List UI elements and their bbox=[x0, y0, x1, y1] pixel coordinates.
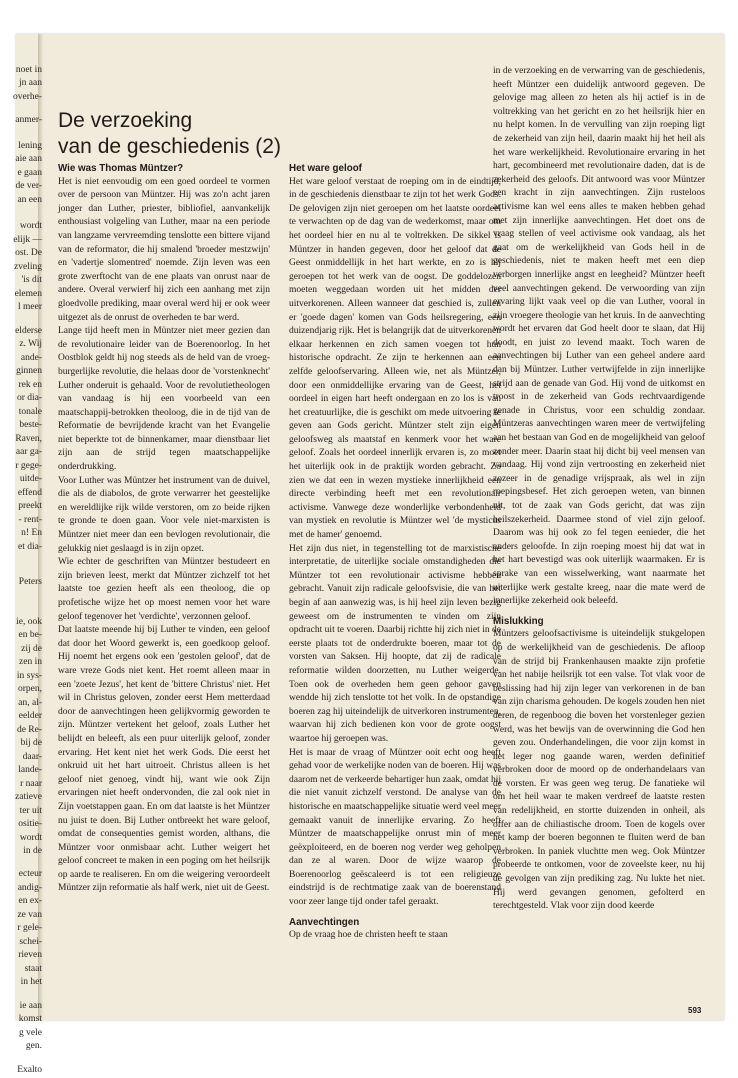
text-fragment: preekt bbox=[18, 501, 42, 511]
paragraph: Op de vraag hoe de christen heeft te staan bbox=[289, 930, 448, 941]
text-fragment: ie, ook bbox=[16, 617, 42, 627]
text-fragment: anmer- bbox=[15, 115, 42, 125]
text-fragment: zen in bbox=[19, 657, 42, 667]
text-fragment: en be- bbox=[18, 630, 42, 640]
text-fragment: daar- bbox=[22, 752, 42, 762]
paragraph: Müntzers geloofsactivisme is uiteindelijk stukgelopen op de werkelijkheid van de geschiedenis. De afloop van de strijd bij Frankenhausen maakte zijn profetie van het nabije heilsrijk tot een valse. Tot vlak voor de beslissing had hij zijn leger van verkorenen in de ban van zijn charisma gehouden. De kogels zouden hen niet deren, de regenboog die boven het vorstenleger gezien werd, was het bewijs van de overwinning die God hen geven zou. Onderhandelingen, die voor zijn komst in het leger nog gaande waren, werden definitief verbroken door de moord op de onderhandelaars van de vorsten. Er was geen weg terug. De fanatieke wil om het heil waar te maken verdreef de laatste resten van redelijkheid, en stortte duizenden in onheil, als offer aan de chiliastische droom. Toen de kogels over het kamp der boeren begonnen te fluiten werd de ban verbroken. In paniek vluchtte men weg. Ook Müntzer probeerde te ontkomen, voor de zoveelste keer, nu hij de gevolgen van zijn prediking zag. Nu lukte het niet. Hij werd gevangen genomen, gefolterd en terechtgesteld. Vlak voor zijn dood keerde bbox=[493, 629, 705, 912]
text-fragment: noet in bbox=[15, 65, 42, 75]
text-fragment: zatieve bbox=[15, 792, 42, 802]
article-title-line: De verzoeking bbox=[58, 109, 193, 132]
text-fragment: in het bbox=[20, 977, 42, 987]
text-fragment: ze van bbox=[17, 910, 42, 920]
text-fragment: elderse bbox=[15, 326, 42, 336]
text-fragment: elemen bbox=[14, 289, 42, 299]
text-fragment: zij de bbox=[21, 644, 42, 654]
text-fragment: Peters bbox=[18, 577, 42, 587]
text-fragment: ecteur bbox=[18, 869, 42, 879]
text-fragment: wordt bbox=[19, 221, 42, 231]
text-fragment: rieven bbox=[18, 950, 42, 960]
section-heading: Mislukking bbox=[493, 615, 544, 627]
paragraph: Voor Luther was Müntzer het instrument van de duivel, die als de diabolos, de grote verwarrer het geestelijke en wereldlijke rijk wilde verstoren, om zo beide rijken te gronde te doen gaan. Voor vele niet-marxisten is Müntzer niet meer dan een bevlogen revolutionair, die gelukkig niet geslaagd is in zijn opzet. bbox=[58, 475, 270, 554]
text-fragment: Raven, bbox=[15, 434, 42, 444]
text-fragment: - rent- bbox=[18, 515, 42, 525]
page-number: 593 bbox=[688, 1006, 702, 1015]
text-fragment: orpen, bbox=[17, 684, 42, 694]
text-fragment: en ex- bbox=[18, 896, 42, 906]
text-fragment: andig- bbox=[17, 883, 42, 893]
text-fragment: r gele- bbox=[17, 923, 42, 933]
text-fragment: 'is dit bbox=[21, 275, 42, 285]
text-fragment: ande- bbox=[20, 353, 42, 363]
text-fragment: aar ga- bbox=[15, 447, 42, 457]
text-fragment: g vele bbox=[19, 1028, 42, 1038]
text-fragment: ie aan bbox=[19, 1001, 42, 1011]
paragraph: Lange tijd heeft men in Müntzer niet meer gezien dan de revolutionaire leider van de Boerenoorlog. In het Oostblok geldt hij nog steeds als de held van de vroeg-burgerlijke revolutie, die helaas door de 'vorstenknecht' Luther onderuit is gehaald. Voor de revolutietheologen van vandaag is hij een voorbeeld van een maatschappij-betrokken theoloog, die in de tijd van de Reformatie de bevrijdende kracht van het Evangelie niet beperkte tot de binnenkamer, maar dienstbaar liet zijn aan de strijd tegen maatschappelijke onderdrukking. bbox=[58, 326, 270, 473]
text-fragment: lening bbox=[18, 141, 42, 151]
text-fragment: effend bbox=[17, 488, 42, 498]
text-fragment: Exalto bbox=[17, 1065, 42, 1075]
text-fragment: et dia- bbox=[17, 542, 42, 552]
text-fragment: beste- bbox=[19, 420, 42, 430]
text-fragment: aie aan bbox=[15, 154, 42, 164]
text-column-2 bbox=[289, 162, 501, 943]
paragraph: Dat laatste meende hij bij Luther te vinden, een geloof dat door het Woord gewerkt is, een goedkoop geloof. Hij noemt het ergens ook een 'gestolen geloof', dat de ware vreze Gods niet kent. Het roemt alleen maar in een 'zoete Jezus', het kent de 'bittere Christus' niet. Het wil in Christus geloven, zonder eerst Hem metterdaad door de aanvechtingen heen gelijkvormig geworden te zijn. Müntzer vertekent het geloof, zoals Luther het belijdt en beleeft, als een puur uiterlijk geloof, zonder ervaring. Het kent niet het werk Gods. Die eerst het onkruid uit het hart uitroeit. Christus alleen is het geloof niet genoeg, vindt hij, want wie ook Zijn ervaringen niet heeft ondervonden, die zal ook niet in Zijn voetstappen gaan. En om dat laatste is het Müntzer nu juist te doen. Bij Luther ontbreekt het ware geloof, omdat de consequenties gemist worden, althans, die Müntzer voor onmisbaar acht. Luther weigert het geloof concreet te maken in een poging om het heilsrijk op aarde te realiseren. En om die weigering veroordeelt Müntzer zijn reformatie als half werk, niet uit de Geest. bbox=[58, 625, 270, 894]
text-fragment: z. Wij bbox=[19, 339, 42, 349]
text-fragment: in de bbox=[23, 846, 42, 856]
text-fragment: jn aan bbox=[19, 78, 42, 88]
text-fragment: de Re- bbox=[16, 725, 42, 735]
text-fragment: an een bbox=[17, 195, 42, 205]
paragraph: Het is maar de vraag of Müntzer ooit echt oog heeft gehad voor de werkelijke noden van de boeren. Hij was daarom net de verkeerde behartiger hun zaak, omdat hij die niet vanuit zichzelf verstond. De analyse van de historische en maatschappelijke situatie werd veel meer gemaakt vanuit de innerlijke ervaring. Zo heeft Müntzer de maatschappelijke onrust min of meer geëxploiteerd, en de boeren nog verder weg geholpen dan ze al waren. Door de wijze waarop de Boerenoorlog geëscaleerd is tot een religieuze eindstrijd is de rechtmatige zaak van de boerenstand voor zeer lange tijd onder tafel geraakt. bbox=[289, 747, 501, 908]
paragraph: Het is niet eenvoudig om een goed oordeel te vormen over de persoon van Müntzer. Hij was zo'n acht jaren jonger dan Luther, priester, bibliofiel, aanvankelijk enthousiast volgeling van Luther, maar na een periode van langzame vervreemding tenslotte een bittere vijand van de reformator, die hij smalend 'broeder mestzwijn' en 'vadertje slomentred' noemde. Zijn leven was een grote zwerftocht van de ene plaats van onrust naar de andere. Overal verwierf hij zich een aanhang met zijn gloedvolle prediking, maar overal werd hij er ook weer uitgezet als de onrust de overheden te bar werd. bbox=[58, 176, 270, 323]
text-fragment: rek en bbox=[18, 380, 42, 390]
paragraph: Wie echter de geschriften van Müntzer bestudeert en zijn brieven leest, merkt dat Müntzer zichzelf tot het laatste toe gezien heeft als een theoloog, die op profetische wijze het op moest nemen voor het ware geloof tegenover het 'verdichte', verzonnen geloof. bbox=[58, 557, 270, 622]
text-fragment: zveling bbox=[14, 262, 42, 272]
text-fragment: l meer bbox=[17, 302, 42, 312]
text-fragment: bij de bbox=[20, 738, 42, 748]
text-fragment: or dia- bbox=[16, 393, 42, 403]
text-fragment: r gege- bbox=[15, 461, 42, 471]
paragraph: Het zijn dus niet, in tegenstelling tot de marxistische interpretatie, de uiterlijke sociale omstandigheden die Müntzer tot een revolutionair activisme hebben gebracht. Vanuit zijn radicale geloofsvisie, die van het begin af aan aanwezig was, is hij heel zijn leven bezig geweest om de instrumenten te vinden om zijn opdracht uit te voeren. Daarbij richtte hij zich niet in de eerste plaats tot de onderdrukte boeren, maar tot de vorsten van Saksen. Hij hoopte, dat zij de radicale reformatie wilden doorzetten, nu Luther weigerde. Toen ook de overheden hem geen gehoor gaven wendde hij zich tenslotte tot het volk. In de opstandige boeren zag hij uiteindelijk de uitverkoren instrumenten, waarvan hij zich bedienen kon voor de grote oogst waartoe hij geroepen was. bbox=[289, 543, 501, 744]
text-fragment: overhe- bbox=[12, 92, 42, 102]
text-fragment: de ver- bbox=[15, 181, 42, 191]
article-title bbox=[58, 108, 281, 160]
text-fragment: ositie- bbox=[18, 819, 42, 829]
text-fragment: staat bbox=[24, 964, 42, 974]
text-fragment: eelder bbox=[18, 711, 42, 721]
text-column-1 bbox=[58, 162, 270, 896]
text-column-3 bbox=[493, 65, 705, 914]
text-fragment: komst bbox=[18, 1014, 42, 1024]
section-heading: Het ware geloof bbox=[289, 163, 362, 174]
text-fragment: wordt bbox=[19, 833, 42, 843]
section-heading: Aanvechtingen bbox=[289, 916, 360, 928]
text-fragment: schei- bbox=[19, 937, 42, 947]
text-fragment: gen. bbox=[25, 1041, 42, 1051]
text-fragment: ost. De bbox=[15, 248, 42, 258]
text-fragment: an, al- bbox=[18, 698, 42, 708]
text-fragment: in sys- bbox=[16, 671, 42, 681]
paragraph: Het ware geloof verstaat de roeping om in de eindtijd, in de geschiedenis dienstbaar te zijn tot het werk Gods. De gelovigen zijn niet geroepen om het laatste oordeel te verwachten op de dag van de wederkomst, maar om het oordeel hier en nu al te voltrekken. De sikkel is Müntzer in handen gegeven, door het geloof dat de Geest onmiddellijk in het hart werkte, en zo is hij geroepen tot het werk van de oogst. De goddelozen moeten weggedaan worden uit het midden der uitverkorenen. Alleen wanneer dat geschied is, zullen er 'goede dagen' komen van Gods heilsregering, een duizendjarig rijk. Het is belangrijk dat de uitverkorenen elkaar herkennen en zich samen voegen tot hun historische opdracht. Ze zijn te herkennen aan een zelfde geloofservaring. Alleen wie, net als Müntzer, door een onmiddellijke ervaring van de Geest, het oordeel in eigen hart heeft ondergaan en zo los is van het creatuurlijke, die is geschikt om mede uitvoering te geven aan Gods gericht. Müntzer stelt zijn eigen geloofsweg als maatstaf en kenmerk voor het ware geloof. Zoals het oordeel innerlijk ervaren is, zo moet het uiterlijk ook in de praktijk worden gebracht. Zo zien we dat een in wezen mystieke innerlijkheid een directe verbinding heeft met een revolutionair activisme. Vanwege deze wonderlijke verbondenheid van mystiek en revolutie is Müntzer wel 'de mysticus met de hamer' genoemd. bbox=[289, 176, 501, 541]
text-fragment: lande- bbox=[18, 765, 42, 775]
paragraph: in de verzoeking en de verwarring van de geschiedenis, heeft Müntzer een duidelijk antwoord gegeven. De gelovige mag alleen zo heten als hij actief is in de voltrekking van het gericht en zo het heilsrijk hier en nu helpt komen. In de vervulling van zijn roeping ligt de zekerheid van zijn heil, daarin maakt hij het heil als het ware werkelijkheid. Revolutionaire ervaring in het hart, gecombineerd met revolutionaire daden, dat is de zekerheid des geloofs. Dit antwoord was voor Müntzer een kracht in zijn aanvechtingen. Zijn rusteloos activisme kan wel eens alles te maken hebben gehad met zijn innerlijke aanvechtingen. Het doet ons de vraag stellen of veel activisme ook vandaag, als het gaat om de werkelijkheid van Gods heil in de geschiedenis, niet te maken heeft met een diep verborgen innerlijke angst en leegheid? Müntzer heeft veel aanvechtingen gekend. De verwoording van zijn ervaring lijkt vaak veel op die van Luther, vooral in zijn vroegere theologie van het kruis. In de aanvechting wordt het ervaren dat God heelt door te slaan, dat Hij doodt, en juist zo levend maakt. Toch waren de aanvechtingen bij Luther van een geheel andere aard dan bij Müntzer. Luther vertwijfelde in zijn innerlijke strijd aan de genade van God. Hij vond de uitkomst en troost in de zekerheid van Gods rechtvaardigende genade in Christus, voor een schuldig zondaar. Müntzeras aanvechtingen waren meer de vertwijfeling aan het bestaan van God en de mogelijkheid van geloof zonder meer. Daarin staat hij dicht bij veel mensen van vandaag. Hij vond zijn vertroosting en zekerheid niet zozeer in de genadige vrijspraak, als wel in zijn roepingsbesef. Het zich geroepen weten, van binnen uit, tot de zaak van Gods gericht, dat was zijn heilszekerheid. Daarmee stond of viel zijn geloof. Daarom was hij ook zo fel tegen eenieder, die het anders geloofde. In zijn roeping moest hij dat wat in het hart bevestigd was ook uiterlijk waarmaken. Er is sprake van een wisselwerking, want naarmate het uiterlijke werk gestalte kreeg, naar die mate werd de innerlijke zekerheid ook beleefd. bbox=[493, 66, 705, 607]
text-fragment: r naar bbox=[20, 779, 42, 789]
text-fragment: elijk — bbox=[13, 235, 42, 245]
article-title-line: van de geschiedenis (2) bbox=[58, 135, 281, 158]
section-heading: Wie was Thomas Müntzer? bbox=[58, 163, 184, 174]
text-fragment: ginnen bbox=[16, 366, 42, 376]
text-fragment: n! En bbox=[21, 528, 42, 538]
text-fragment: ter uit bbox=[19, 806, 42, 816]
text-fragment: uitde- bbox=[19, 474, 42, 484]
text-fragment: e gaan bbox=[17, 168, 42, 178]
previous-page-strip bbox=[12, 64, 42, 1075]
text-fragment: tonale bbox=[18, 407, 42, 417]
